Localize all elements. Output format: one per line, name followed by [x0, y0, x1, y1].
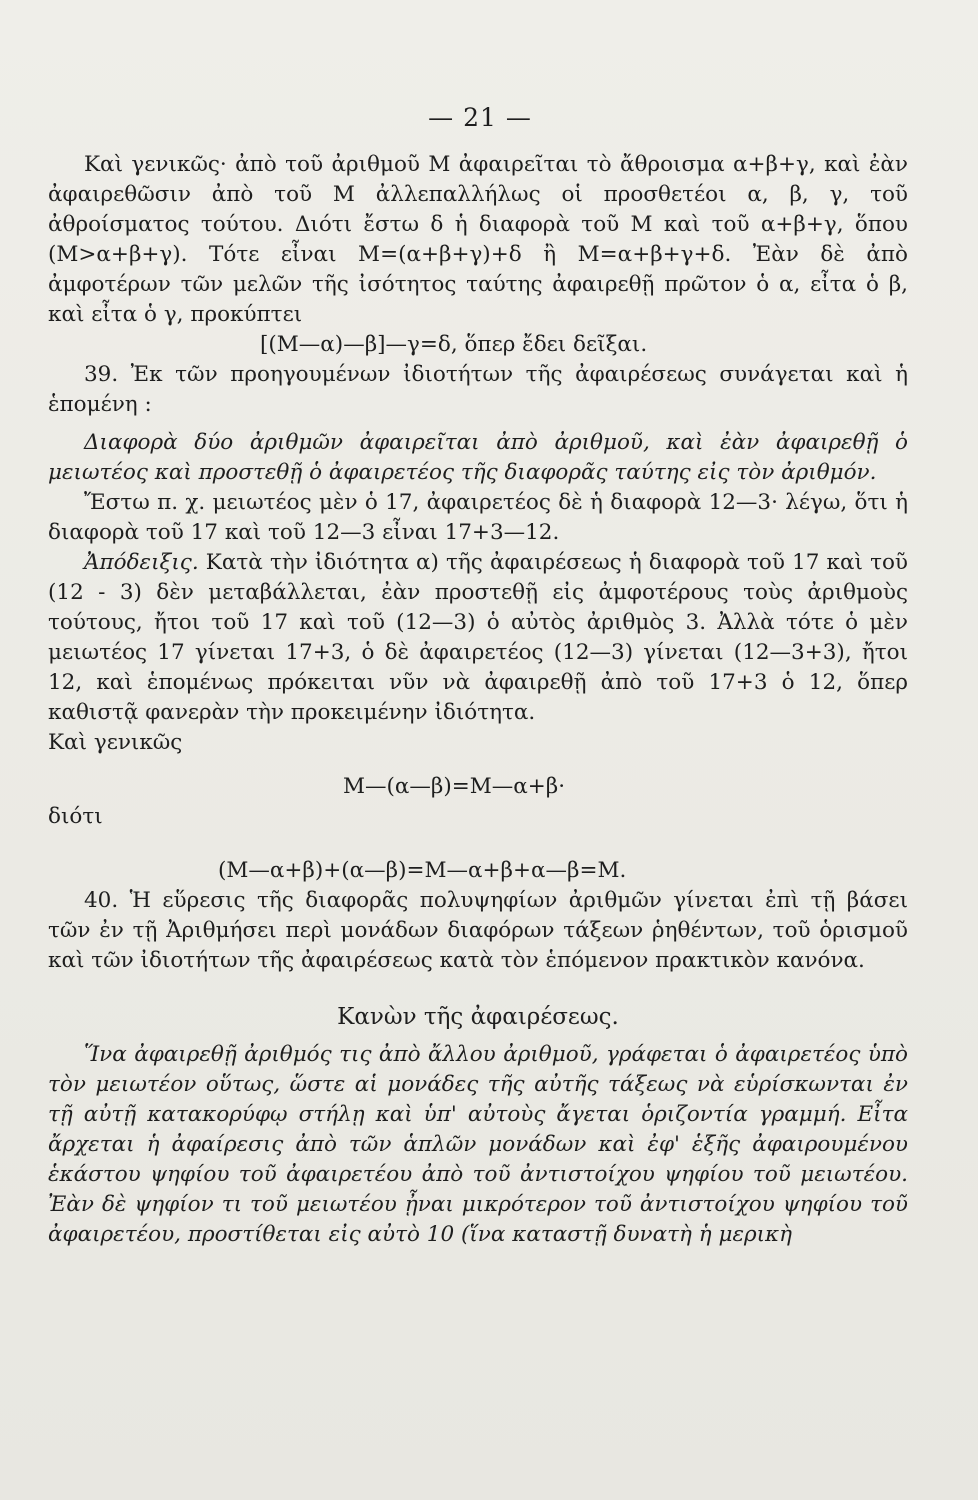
- page-body: [48, 150, 908, 1250]
- paragraph-example: Ἔστω π. χ. μειωτέος μὲν ὁ 17, ἀφαιρετέος δὲ ἡ διαφορὰ 12—3· λέγω, ὅτι ἡ διαφορὰ τοῦ 17 καὶ τοῦ 12—3 εἶναι 17+3—12.: [48, 490, 908, 545]
- paragraph-general-sum: Καὶ γενικῶς· ἀπὸ τοῦ ἀριθμοῦ Μ ἀφαιρεῖται τὸ ἄθροισμα α+β+γ, καὶ ἐὰν ἀφαιρεθῶσιν ἀπὸ τοῦ Μ ἀλλεπαλλήλως οἱ προσθετέοι α, β, γ, τοῦ ἀθροίσματος τούτου. Διότι ἔστω δ ἡ διαφορὰ τοῦ Μ καὶ τοῦ α+β+γ, ὅπου (Μ>α+β+γ). Τότε εἶναι Μ=(α+β+γ)+δ ἢ Μ=α+β+γ+δ. Ἐὰν δὲ ἀπὸ ἀμφοτέρων τῶν μελῶν τῆς ἰσότητος ταύτης ἀφαιρεθῇ πρῶτον ὁ α, εἶτα ὁ β, καὶ εἶτα ὁ γ, προκύπτει: [48, 152, 908, 327]
- proof-text: Κατὰ τὴν ἰδιότητα α) τῆς ἀφαιρέσεως ἡ διαφορὰ τοῦ 17 καὶ τοῦ (12 - 3) δὲν μεταβάλλεται, ἐὰν προστεθῇ εἰς ἀμφοτέρους τοὺς ἀριθμοὺς τούτους, ἤτοι τοῦ 17 καὶ τοῦ (12—3) ὁ αὐτὸς ἀριθμὸς 3. Ἀλλὰ τότε ὁ μὲν μειωτέος 17 γίνεται 17+3, ὁ δὲ ἀφαιρετέος (12—3) γίνεται (12—3+3), ἤτοι 12, καὶ ἑπομένως πρόκειται νῦν νὰ ἀφαιρεθῇ ἀπὸ τοῦ 17+3 ὁ 12, ὅπερ καθιστᾷ φανερὰν τὴν προκειμένην ἰδιότητα.: [48, 550, 908, 725]
- formula-general: Μ—(α—β)=Μ—α+β·: [343, 774, 566, 799]
- page-number: — 21 —: [428, 103, 532, 132]
- section-heading: Κανὼν τῆς ἀφαιρέσεως.: [337, 1004, 619, 1030]
- formula-proof-result: [(Μ—α)—β]—γ=δ, ὅπερ ἔδει δεῖξαι.: [260, 332, 648, 357]
- paragraph-subtraction-rule: Ἵνα ἀφαιρεθῇ ἀριθμός τις ἀπὸ ἄλλου ἀριθμοῦ, γράφεται ὁ ἀφαιρετέος ὑπὸ τὸν μειωτέον οὕτως, ὥστε αἱ μονάδες τῆς αὐτῆς τάξεως νὰ εὑρίσκωνται ἐν τῇ αὐτῇ κατακορύφῳ στήλῃ καὶ ὑπ' αὐτοὺς ἄγεται ὁριζοντία γραμμή. Εἶτα ἄρχεται ἡ ἀφαίρεσις ἀπὸ τῶν ἁπλῶν μονάδων καὶ ἐφ' ἑξῆς ἀφαιρουμένου ἑκάστου ψηφίου τοῦ ἀφαιρετέου ἀπὸ τοῦ ἀντιστοίχου ψηφίου τοῦ μειωτέου. Ἐὰν δὲ ψηφίον τι τοῦ μειωτέου ᾖναι μικρότερον τοῦ ἀντιστοίχου ψηφίου τοῦ ἀφαιρετέου, προστίθεται εἰς αὐτὸ 10 (ἵνα καταστῇ δυνατὴ ἡ μερικὴ: [48, 1042, 908, 1247]
- paragraph-rule-statement: Διαφορὰ δύο ἀριθμῶν ἀφαιρεῖται ἀπὸ ἀριθμοῦ, καὶ ἐὰν ἀφαιρεθῇ ὁ μειωτέος καὶ προστεθῇ ὁ ἀφαιρετέος τῆς διαφορᾶς ταύτης εἰς τὸν ἀριθμόν.: [48, 430, 908, 485]
- paragraph-section-39: 39. Ἐκ τῶν προηγουμένων ἰδιοτήτων τῆς ἀφαιρέσεως συνάγεται καὶ ἡ ἑπομένη :: [48, 362, 908, 417]
- paragraph-section-40: 40. Ἡ εὕρεσις τῆς διαφορᾶς πολυψηφίων ἀριθμῶν γίνεται ἐπὶ τῇ βάσει τῶν ἐν τῇ Ἀριθμήσει περὶ μονάδων διαφόρων τάξεων ῥηθέντων, τοῦ ὁρισμοῦ καὶ τῶν ἰδιοτήτων τῆς ἀφαιρέσεως κατὰ τὸν ἑπόμενον πρακτικὸν κανόνα.: [48, 888, 908, 973]
- proof-label: Ἀπόδειξις.: [84, 550, 199, 575]
- paragraph-because: διότι: [48, 804, 103, 829]
- paragraph-proof: [48, 548, 908, 728]
- formula-verification: (Μ—α+β)+(α—β)=Μ—α+β+α—β=Μ.: [218, 858, 627, 883]
- paragraph-generally: Καὶ γενικῶς: [48, 730, 183, 755]
